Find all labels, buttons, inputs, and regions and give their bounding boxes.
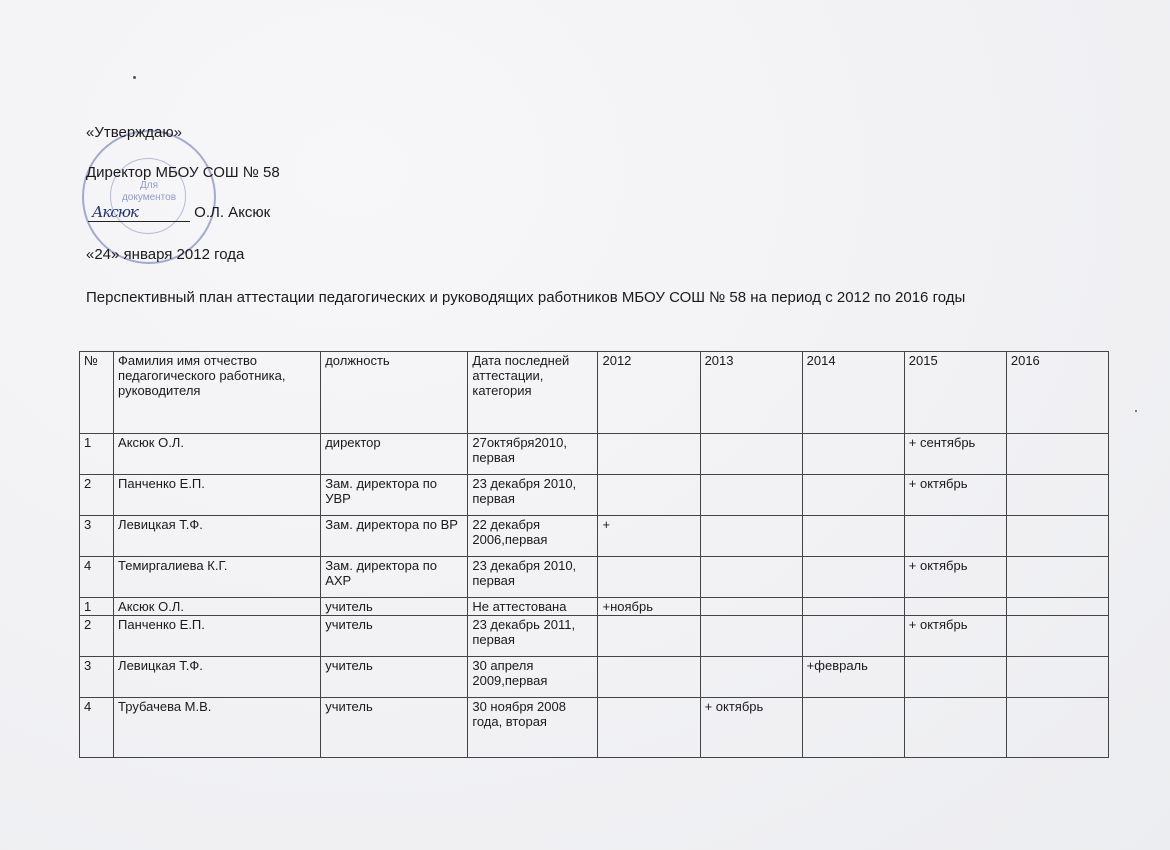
director-position: Директор МБОУ СОШ № 58: [86, 164, 280, 181]
cell-last-attestation: 30 апреля 2009,первая: [468, 657, 598, 698]
header-last-attestation: Дата последней аттестации, категория: [468, 352, 598, 434]
table-row: [80, 434, 1109, 475]
cell-full-name: Левицкая Т.Ф.: [114, 516, 321, 557]
header-year-2013: 2013: [700, 352, 802, 434]
cell-2013: [700, 598, 802, 616]
cell-number: 2: [80, 475, 114, 516]
cell-2015: + сентябрь: [904, 434, 1006, 475]
header-full-name: Фамилия имя отчество педагогического работника, руководителя: [114, 352, 321, 434]
table-row: [80, 557, 1109, 598]
cell-number: 3: [80, 657, 114, 698]
table-row: [80, 598, 1109, 616]
cell-position: учитель: [321, 698, 468, 758]
cell-2015: [904, 657, 1006, 698]
cell-2014: +февраль: [802, 657, 904, 698]
cell-2015: [904, 598, 1006, 616]
cell-2012: [598, 616, 700, 657]
cell-2012: +ноябрь: [598, 598, 700, 616]
cell-2014: [802, 698, 904, 758]
cell-number: 1: [80, 598, 114, 616]
header-year-2016: 2016: [1006, 352, 1108, 434]
paper-speck: [1135, 410, 1137, 412]
cell-2013: + октябрь: [700, 698, 802, 758]
cell-2014: [802, 475, 904, 516]
cell-position: Зам. директора по УВР: [321, 475, 468, 516]
cell-position: учитель: [321, 657, 468, 698]
cell-number: 4: [80, 557, 114, 598]
cell-2012: [598, 657, 700, 698]
cell-2015: + октябрь: [904, 557, 1006, 598]
cell-2014: [802, 557, 904, 598]
paper-speck: [133, 76, 136, 79]
signature-name: О.Л. Аксюк: [194, 204, 271, 221]
cell-2015: [904, 698, 1006, 758]
cell-last-attestation: 23 декабря 2010, первая: [468, 475, 598, 516]
cell-full-name: Аксюк О.Л.: [114, 434, 321, 475]
cell-2013: [700, 434, 802, 475]
cell-2013: [700, 657, 802, 698]
cell-2016: [1006, 657, 1108, 698]
cell-2012: [598, 557, 700, 598]
cell-2013: [700, 475, 802, 516]
cell-2015: [904, 516, 1006, 557]
cell-2014: [802, 516, 904, 557]
cell-2016: [1006, 598, 1108, 616]
handwritten-signature: Аксюк: [92, 203, 138, 221]
cell-2012: [598, 434, 700, 475]
cell-2016: [1006, 616, 1108, 657]
signature-underline: [88, 203, 190, 222]
attestation-plan-table: [79, 351, 1109, 758]
table-row: [80, 616, 1109, 657]
cell-2014: [802, 598, 904, 616]
header-position: должность: [321, 352, 468, 434]
cell-number: 1: [80, 434, 114, 475]
table-row: [80, 475, 1109, 516]
document-title: Перспективный план аттестации педагогических и руководящих работников МБОУ СОШ № 58 на период с 2012 по 2016 годы: [86, 289, 966, 306]
cell-position: учитель: [321, 616, 468, 657]
table-header-row: [80, 352, 1109, 434]
cell-2015: + октябрь: [904, 475, 1006, 516]
cell-last-attestation: 23 декабрь 2011, первая: [468, 616, 598, 657]
table-row: [80, 698, 1109, 758]
cell-number: 2: [80, 616, 114, 657]
header-year-2015: 2015: [904, 352, 1006, 434]
cell-last-attestation: 27октября2010, первая: [468, 434, 598, 475]
cell-last-attestation: Не аттестована: [468, 598, 598, 616]
header-year-2012: 2012: [598, 352, 700, 434]
cell-position: директор: [321, 434, 468, 475]
cell-2013: [700, 616, 802, 657]
stamp-text-line: документов: [121, 192, 177, 203]
cell-full-name: Аксюк О.Л.: [114, 598, 321, 616]
cell-2016: [1006, 698, 1108, 758]
cell-full-name: Левицкая Т.Ф.: [114, 657, 321, 698]
cell-last-attestation: 23 декабря 2010, первая: [468, 557, 598, 598]
cell-2013: [700, 516, 802, 557]
approval-date: «24» января 2012 года: [86, 246, 245, 263]
cell-position: учитель: [321, 598, 468, 616]
cell-full-name: Панченко Е.П.: [114, 475, 321, 516]
header-number: №: [80, 352, 114, 434]
cell-full-name: Панченко Е.П.: [114, 616, 321, 657]
stamp-text-line: Для: [139, 180, 159, 191]
cell-number: 4: [80, 698, 114, 758]
cell-2013: [700, 557, 802, 598]
cell-last-attestation: 22 декабря 2006,первая: [468, 516, 598, 557]
table-row: [80, 657, 1109, 698]
cell-full-name: Трубачева М.В.: [114, 698, 321, 758]
cell-full-name: Темиргалиева К.Г.: [114, 557, 321, 598]
cell-2012: [598, 475, 700, 516]
signature-line: [88, 204, 270, 222]
cell-number: 3: [80, 516, 114, 557]
approve-label: «Утверждаю»: [86, 124, 182, 141]
cell-position: Зам. директора по АХР: [321, 557, 468, 598]
header-year-2014: 2014: [802, 352, 904, 434]
cell-2014: [802, 434, 904, 475]
cell-2014: [802, 616, 904, 657]
table-row: [80, 516, 1109, 557]
cell-2012: +: [598, 516, 700, 557]
cell-2015: + октябрь: [904, 616, 1006, 657]
cell-2016: [1006, 557, 1108, 598]
cell-last-attestation: 30 ноября 2008 года, вторая: [468, 698, 598, 758]
cell-2016: [1006, 475, 1108, 516]
cell-2016: [1006, 516, 1108, 557]
cell-2012: [598, 698, 700, 758]
cell-position: Зам. директора по ВР: [321, 516, 468, 557]
cell-2016: [1006, 434, 1108, 475]
